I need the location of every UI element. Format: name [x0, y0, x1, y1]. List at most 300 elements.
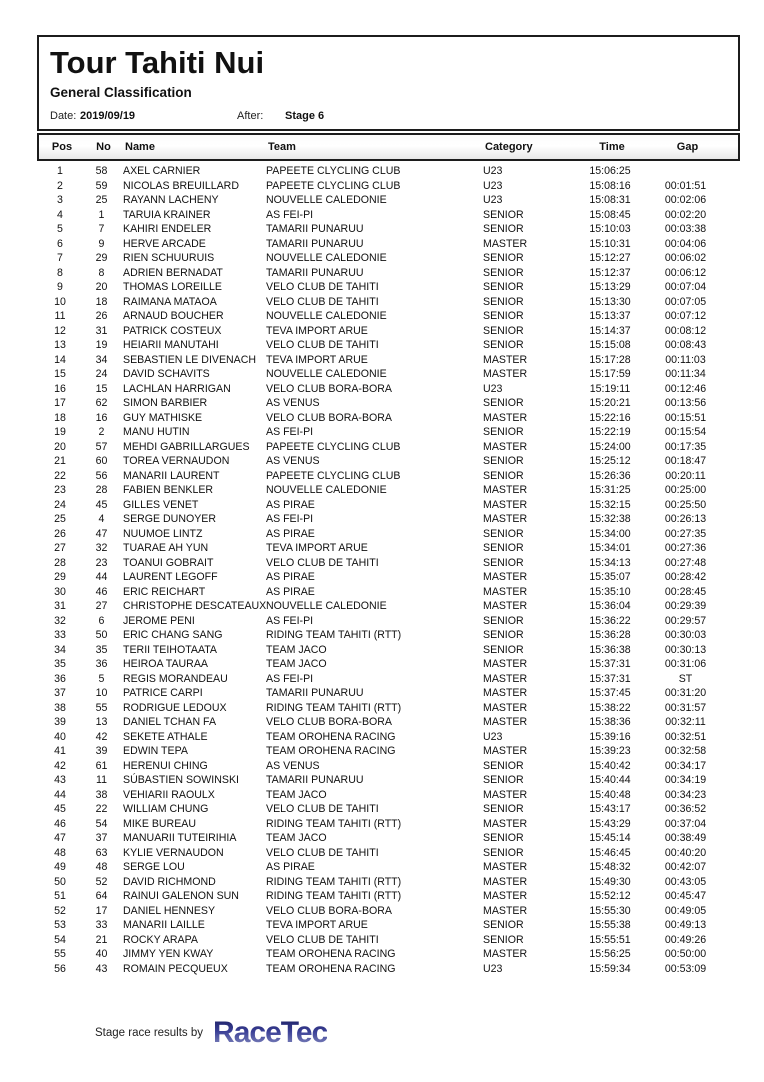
- cell-team: AS FEI-PI: [266, 513, 314, 525]
- cell-category: SENIOR: [483, 223, 524, 235]
- cell-gap: 00:49:05: [664, 904, 707, 917]
- cell-time: 15:37:31: [589, 672, 631, 685]
- cell-no: 6: [98, 614, 105, 627]
- cell-team: NOUVELLE CALEDONIE: [266, 194, 387, 206]
- cell-team: TEAM JACO: [266, 643, 327, 656]
- cell-gap: 00:08:12: [664, 324, 707, 337]
- table-row: [37, 382, 740, 397]
- table-row: [37, 715, 740, 730]
- cell-time: 15:48:32: [589, 861, 631, 873]
- cell-no: 38: [95, 788, 108, 801]
- cell-category: MASTER: [483, 861, 528, 873]
- cell-gap: 00:07:05: [664, 295, 707, 308]
- cell-team: AS PIRAE: [266, 861, 315, 873]
- cell-time: 15:08:16: [589, 179, 631, 192]
- cell-no: 31: [95, 324, 108, 337]
- cell-pos: 46: [54, 817, 66, 830]
- cell-gap: 00:50:00: [664, 948, 707, 960]
- cell-time: 15:43:29: [589, 817, 631, 830]
- table-row: [37, 643, 740, 658]
- cell-gap: 00:31:06: [664, 658, 707, 670]
- cell-no: 21: [95, 933, 108, 946]
- cell-category: SENIOR: [483, 310, 524, 322]
- cell-no: 45: [95, 498, 108, 511]
- cell-category: MASTER: [483, 571, 528, 583]
- table-row: [37, 962, 740, 977]
- cell-pos: 17: [54, 397, 66, 409]
- cell-gap: 00:07:12: [664, 310, 707, 322]
- cell-gap: 00:38:49: [664, 832, 707, 844]
- report-meta-line: [50, 110, 730, 126]
- cell-gap: 00:11:03: [665, 353, 706, 366]
- table-row: [37, 599, 740, 614]
- cell-name: ERIC REICHART: [123, 585, 206, 598]
- cell-no: 48: [95, 861, 108, 873]
- cell-no: 32: [95, 542, 108, 554]
- cell-category: SENIOR: [483, 759, 524, 772]
- cell-gap: 00:27:36: [664, 542, 707, 554]
- cell-team: AS FEI-PI: [266, 426, 314, 438]
- cell-team: RIDING TEAM TAHITI (RTT): [266, 817, 402, 830]
- table-row: [37, 686, 740, 701]
- cell-team: AS VENUS: [266, 455, 320, 467]
- cell-no: 44: [95, 571, 108, 583]
- cell-team: PAPEETE CLYCLING CLUB: [266, 165, 401, 177]
- cell-pos: 19: [54, 426, 66, 438]
- cell-no: 29: [95, 252, 108, 264]
- cell-pos: 6: [57, 237, 63, 250]
- cell-category: SENIOR: [483, 469, 524, 482]
- cell-team: RIDING TEAM TAHITI (RTT): [266, 701, 402, 714]
- cell-gap: 00:03:38: [664, 223, 707, 235]
- cell-name: VEHIARII RAOULX: [123, 788, 215, 801]
- cell-no: 36: [95, 658, 108, 670]
- cell-gap: 00:37:04: [664, 817, 707, 830]
- cell-gap: 00:06:02: [664, 252, 707, 264]
- cell-category: MASTER: [483, 788, 528, 801]
- cell-name: HERENUI CHING: [123, 759, 208, 772]
- cell-name: SEKETE ATHALE: [123, 730, 208, 743]
- cell-name: DANIEL TCHAN FA: [123, 716, 217, 728]
- cell-name: RIEN SCHUURUIS: [123, 252, 215, 264]
- table-row: [37, 512, 740, 527]
- cell-gap: 00:20:11: [665, 469, 706, 482]
- cell-gap: 00:11:34: [665, 368, 706, 380]
- cell-no: 22: [95, 803, 108, 815]
- cell-category: MASTER: [483, 484, 528, 496]
- cell-category: MASTER: [483, 585, 528, 598]
- cell-gap: 00:08:43: [664, 339, 707, 351]
- cell-team: VELO CLUB DE TAHITI: [266, 556, 379, 569]
- cell-no: 37: [95, 832, 108, 844]
- date-value: 2019/09/19: [80, 110, 136, 122]
- cell-pos: 56: [54, 962, 66, 975]
- cell-pos: 7: [57, 252, 63, 264]
- cell-pos: 38: [54, 701, 66, 714]
- cell-category: SENIOR: [483, 846, 524, 859]
- cell-pos: 25: [54, 513, 66, 525]
- cell-no: 11: [96, 774, 107, 786]
- cell-category: MASTER: [483, 600, 528, 612]
- cell-pos: 40: [54, 730, 66, 743]
- cell-name: DAVID RICHMOND: [123, 875, 216, 888]
- cell-gap: 00:25:00: [664, 484, 707, 496]
- cell-team: TAMARII PUNARUU: [266, 223, 364, 235]
- cell-time: 15:45:14: [589, 832, 631, 844]
- cell-time: 15:12:37: [589, 266, 631, 279]
- cell-pos: 4: [57, 208, 63, 221]
- cell-time: 15:17:59: [589, 368, 631, 380]
- cell-category: MASTER: [483, 948, 528, 960]
- table-row: [37, 266, 740, 281]
- cell-pos: 54: [54, 933, 66, 946]
- cell-no: 58: [95, 165, 108, 177]
- cell-gap: 00:02:20: [664, 208, 707, 221]
- cell-name: RAIMANA MATAOA: [123, 295, 217, 308]
- table-row: [37, 701, 740, 716]
- cell-category: SENIOR: [483, 774, 524, 786]
- cell-gap: 00:34:19: [664, 774, 707, 786]
- cell-category: MASTER: [483, 658, 528, 670]
- cell-team: TEAM OROHENA RACING: [266, 745, 396, 757]
- cell-team: NOUVELLE CALEDONIE: [266, 252, 387, 264]
- cell-time: 15:55:38: [589, 919, 631, 931]
- cell-team: TEAM JACO: [266, 832, 327, 844]
- cell-time: 15:56:25: [589, 948, 631, 960]
- table-row: [37, 498, 740, 513]
- table-row: [37, 222, 740, 237]
- cell-category: SENIOR: [483, 324, 524, 337]
- cell-no: 42: [95, 730, 108, 743]
- cell-category: MASTER: [483, 672, 528, 685]
- cell-category: SENIOR: [483, 933, 524, 946]
- cell-time: 15:14:37: [589, 324, 631, 337]
- table-row: [37, 353, 740, 368]
- cell-team: NOUVELLE CALEDONIE: [266, 600, 387, 612]
- cell-name: SEBASTIEN LE DIVENACH: [123, 353, 257, 366]
- cell-category: SENIOR: [483, 339, 524, 351]
- cell-time: 15:37:45: [589, 687, 631, 699]
- cell-name: PATRICE CARPI: [123, 687, 203, 699]
- table-row: [37, 570, 740, 585]
- cell-name: DAVID SCHAVITS: [123, 368, 210, 380]
- cell-gap: 00:27:48: [664, 556, 707, 569]
- column-header-category: Category: [485, 141, 533, 153]
- cell-time: 15:43:17: [589, 803, 631, 815]
- cell-no: 4: [98, 513, 105, 525]
- cell-no: 57: [95, 440, 108, 453]
- cell-pos: 14: [54, 353, 66, 366]
- cell-pos: 29: [54, 571, 66, 583]
- cell-time: 15:08:45: [589, 208, 631, 221]
- cell-gap: 00:34:23: [664, 788, 707, 801]
- cell-pos: 22: [54, 469, 66, 482]
- cell-team: TEAM OROHENA RACING: [266, 948, 396, 960]
- cell-gap: 00:32:51: [664, 730, 707, 743]
- cell-pos: 48: [54, 846, 66, 859]
- cell-gap: 00:13:56: [664, 397, 707, 409]
- classification-subtitle: General Classification: [50, 85, 192, 100]
- cell-team: AS FEI-PI: [266, 614, 314, 627]
- cell-no: 23: [95, 556, 108, 569]
- table-row: [37, 947, 740, 962]
- cell-gap: 00:49:26: [664, 933, 707, 946]
- cell-pos: 36: [54, 672, 66, 685]
- table-row: [37, 411, 740, 426]
- cell-name: TARUIA KRAINER: [123, 208, 211, 221]
- table-row: [37, 367, 740, 382]
- cell-category: U23: [483, 382, 503, 395]
- table-row: [37, 179, 740, 194]
- cell-pos: 47: [54, 832, 66, 844]
- cell-gap: 00:45:47: [664, 890, 707, 902]
- cell-pos: 30: [54, 585, 66, 598]
- cell-team: VELO CLUB DE TAHITI: [266, 846, 379, 859]
- cell-name: ERIC CHANG SANG: [123, 629, 223, 641]
- cell-category: SENIOR: [483, 919, 524, 931]
- table-row: [37, 933, 740, 948]
- cell-gap: 00:32:11: [665, 716, 706, 728]
- cell-pos: 51: [54, 890, 66, 902]
- cell-name: SERGE DUNOYER: [123, 513, 217, 525]
- table-row: [37, 831, 740, 846]
- cell-category: SENIOR: [483, 397, 524, 409]
- cell-time: 15:17:28: [589, 353, 631, 366]
- cell-time: 15:35:07: [589, 571, 631, 583]
- cell-gap: 00:01:51: [664, 179, 707, 192]
- cell-no: 10: [95, 687, 108, 699]
- date-label: Date:: [50, 110, 77, 122]
- cell-pos: 10: [54, 295, 66, 308]
- cell-pos: 16: [54, 382, 66, 395]
- cell-category: MASTER: [483, 890, 528, 902]
- table-row: [37, 251, 740, 266]
- table-row: [37, 338, 740, 353]
- cell-team: TEVA IMPORT ARUE: [266, 919, 368, 931]
- table-row: [37, 440, 740, 455]
- cell-team: RIDING TEAM TAHITI (RTT): [266, 875, 402, 888]
- cell-name: RAYANN LACHENY: [123, 194, 219, 206]
- table-row: [37, 657, 740, 672]
- cell-no: 27: [95, 600, 108, 612]
- cell-category: MASTER: [483, 745, 528, 757]
- cell-category: MASTER: [483, 498, 528, 511]
- cell-team: RIDING TEAM TAHITI (RTT): [266, 629, 402, 641]
- cell-category: MASTER: [483, 687, 528, 699]
- cell-team: NOUVELLE CALEDONIE: [266, 484, 387, 496]
- cell-time: 15:55:30: [589, 904, 631, 917]
- table-row: [37, 773, 740, 788]
- cell-time: 15:39:23: [589, 745, 631, 757]
- cell-team: AS PIRAE: [266, 527, 315, 540]
- table-row: [37, 324, 740, 339]
- cell-no: 50: [95, 629, 108, 641]
- table-row: [37, 469, 740, 484]
- cell-no: 17: [95, 904, 108, 917]
- cell-name: MANARII LAILLE: [123, 919, 205, 931]
- cell-name: JEROME PENI: [123, 614, 195, 627]
- cell-category: SENIOR: [483, 252, 524, 264]
- cell-time: 15:13:29: [589, 281, 631, 293]
- report-footer: [95, 1013, 327, 1053]
- cell-name: HEIROA TAURAA: [123, 658, 208, 670]
- table-row: [37, 628, 740, 643]
- cell-time: 15:06:25: [589, 165, 631, 177]
- cell-time: 15:13:30: [589, 295, 631, 308]
- cell-time: 15:37:31: [589, 658, 631, 670]
- cell-team: AS VENUS: [266, 759, 320, 772]
- cell-no: 56: [95, 469, 108, 482]
- cell-category: SENIOR: [483, 527, 524, 540]
- cell-pos: 41: [54, 745, 66, 757]
- cell-category: SENIOR: [483, 803, 524, 815]
- cell-name: GILLES VENET: [123, 498, 199, 511]
- cell-category: SENIOR: [483, 643, 524, 656]
- cell-team: VELO CLUB DE TAHITI: [266, 339, 379, 351]
- cell-team: TEVA IMPORT ARUE: [266, 353, 368, 366]
- table-row: [37, 541, 740, 556]
- cell-pos: 1: [57, 165, 63, 177]
- cell-name: SIMON BARBIER: [123, 397, 208, 409]
- cell-team: TAMARII PUNARUU: [266, 266, 364, 279]
- cell-gap: 00:31:57: [664, 701, 707, 714]
- cell-no: 20: [95, 281, 108, 293]
- cell-gap: 00:27:35: [664, 527, 707, 540]
- report-header-box: [37, 35, 740, 131]
- cell-time: 15:20:21: [589, 397, 631, 409]
- table-row: [37, 918, 740, 933]
- cell-category: U23: [483, 194, 503, 206]
- cell-gap: 00:02:06: [664, 194, 707, 206]
- table-row: [37, 802, 740, 817]
- cell-name: MEHDI GABRILLARGUES: [123, 440, 250, 453]
- cell-category: MASTER: [483, 411, 528, 424]
- cell-gap: 00:30:13: [664, 643, 707, 656]
- cell-pos: 12: [54, 324, 66, 337]
- cell-team: TEVA IMPORT ARUE: [266, 324, 368, 337]
- cell-pos: 3: [57, 194, 63, 206]
- cell-name: FABIEN BENKLER: [123, 484, 214, 496]
- cell-gap: 00:06:12: [664, 266, 707, 279]
- cell-pos: 26: [54, 527, 66, 540]
- cell-team: RIDING TEAM TAHITI (RTT): [266, 890, 402, 902]
- cell-pos: 21: [54, 455, 66, 467]
- cell-gap: 00:29:39: [664, 600, 707, 612]
- cell-no: 35: [95, 643, 108, 656]
- cell-name: NUUMOE LINTZ: [123, 527, 203, 540]
- cell-pos: 50: [54, 875, 66, 888]
- cell-pos: 13: [54, 339, 66, 351]
- cell-time: 15:34:00: [589, 527, 631, 540]
- cell-team: TAMARII PUNARUU: [266, 774, 364, 786]
- cell-name: JIMMY YEN KWAY: [123, 948, 214, 960]
- table-row: [37, 614, 740, 629]
- cell-pos: 39: [54, 716, 66, 728]
- cell-category: MASTER: [483, 513, 528, 525]
- cell-team: TEAM JACO: [266, 658, 327, 670]
- cell-gap: 00:15:51: [664, 411, 707, 424]
- cell-category: MASTER: [483, 716, 528, 728]
- table-row: [37, 759, 740, 774]
- cell-name: KAHIRI ENDELER: [123, 223, 212, 235]
- cell-gap: 00:53:09: [664, 962, 707, 975]
- cell-category: U23: [483, 962, 503, 975]
- cell-no: 59: [95, 179, 108, 192]
- cell-name: ADRIEN BERNADAT: [123, 266, 223, 279]
- cell-category: MASTER: [483, 368, 528, 380]
- cell-category: U23: [483, 179, 503, 192]
- cell-no: 16: [95, 411, 108, 424]
- table-row: [37, 730, 740, 745]
- cell-pos: 44: [54, 788, 66, 801]
- cell-team: TAMARII PUNARUU: [266, 687, 364, 699]
- cell-category: SENIOR: [483, 455, 524, 467]
- cell-category: SENIOR: [483, 614, 524, 627]
- cell-gap: 00:34:17: [664, 759, 707, 772]
- cell-no: 13: [95, 716, 108, 728]
- cell-name: HERVE ARCADE: [123, 237, 206, 250]
- cell-team: VELO CLUB DE TAHITI: [266, 295, 379, 308]
- cell-gap: 00:18:47: [664, 455, 707, 467]
- cell-gap: 00:15:54: [664, 426, 707, 438]
- cell-time: 15:40:42: [589, 759, 631, 772]
- cell-gap: 00:49:13: [664, 919, 707, 931]
- cell-team: VELO CLUB DE TAHITI: [266, 281, 379, 293]
- cell-time: 15:32:38: [589, 513, 631, 525]
- table-row: [37, 425, 740, 440]
- cell-no: 54: [95, 817, 108, 830]
- cell-time: 15:38:22: [589, 701, 631, 714]
- cell-no: 24: [95, 368, 108, 380]
- cell-category: SENIOR: [483, 556, 524, 569]
- results-table-body: [37, 164, 740, 976]
- cell-category: SENIOR: [483, 295, 524, 308]
- cell-name: ROMAIN PECQUEUX: [123, 962, 228, 975]
- column-header-time: Time: [599, 141, 625, 153]
- cell-pos: 35: [54, 658, 66, 670]
- table-column-header: [37, 133, 740, 161]
- cell-name: LACHLAN HARRIGAN: [123, 382, 231, 395]
- cell-name: LAURENT LEGOFF: [123, 571, 218, 583]
- cell-team: TEAM OROHENA RACING: [266, 962, 396, 975]
- cell-pos: 11: [54, 310, 66, 322]
- cell-name: SÚBASTIEN SOWINSKI: [123, 774, 239, 786]
- cell-name: SERGE LOU: [123, 861, 185, 873]
- cell-team: PAPEETE CLYCLING CLUB: [266, 179, 401, 192]
- cell-team: VELO CLUB BORA-BORA: [266, 716, 392, 728]
- cell-name: KYLIE VERNAUDON: [123, 846, 224, 859]
- cell-no: 55: [95, 701, 108, 714]
- cell-category: MASTER: [483, 817, 528, 830]
- cell-no: 26: [95, 310, 108, 322]
- cell-gap: 00:31:20: [664, 687, 707, 699]
- table-row: [37, 208, 740, 223]
- column-header-no: No: [96, 141, 111, 153]
- cell-no: 2: [98, 426, 105, 438]
- cell-name: TERII TEIHOTAATA: [123, 643, 217, 656]
- cell-pos: 49: [54, 861, 66, 873]
- cell-name: REGIS MORANDEAU: [123, 672, 228, 685]
- cell-team: NOUVELLE CALEDONIE: [266, 310, 387, 322]
- cell-no: 43: [95, 962, 108, 975]
- cell-team: AS VENUS: [266, 397, 320, 409]
- cell-time: 15:49:30: [589, 875, 631, 888]
- cell-category: SENIOR: [483, 208, 524, 221]
- cell-no: 64: [95, 890, 108, 902]
- racetec-logo: RaceTec: [213, 1016, 328, 1049]
- cell-time: 15:36:22: [589, 614, 631, 627]
- cell-pos: 5: [57, 223, 63, 235]
